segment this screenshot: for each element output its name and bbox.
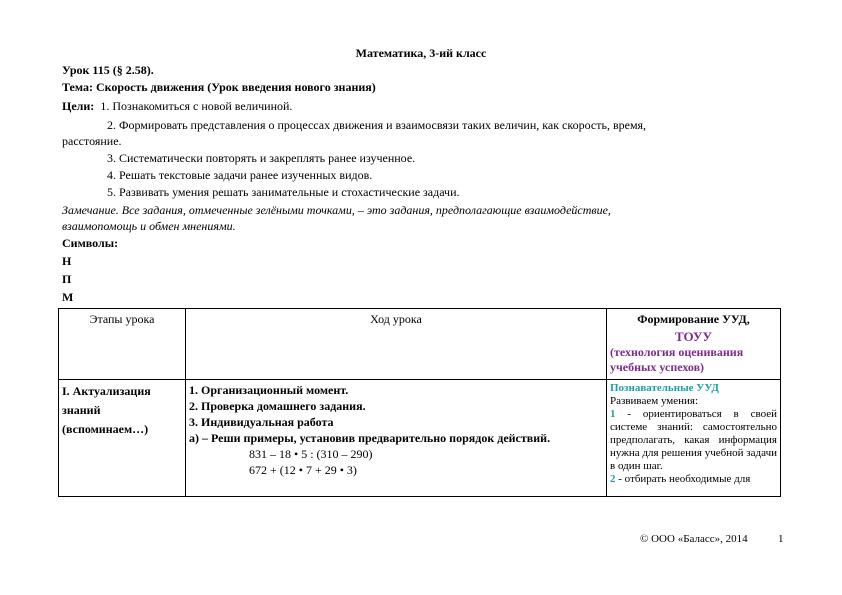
- process-item-2: 2. Проверка домашнего задания.: [189, 399, 366, 413]
- goal-5: 5. Развивать умения решать занимательные и стохастические задачи.: [107, 185, 460, 199]
- header-stages: Этапы урока: [59, 309, 186, 380]
- process-cell: [186, 380, 607, 497]
- table-row: [59, 380, 781, 497]
- table-header-row: [59, 309, 781, 380]
- lesson-number: Урок 115 (§ 2.58).: [62, 63, 154, 77]
- goals-label: Цели:: [62, 99, 95, 113]
- symbol-n: Н: [62, 254, 72, 268]
- header-uud-title: Формирование УУД,: [637, 312, 750, 326]
- uud-point-2-text: - отбирать необходимые для: [615, 473, 751, 485]
- lesson-table: [58, 308, 781, 497]
- uud-intro: Развиваем умения:: [610, 395, 699, 407]
- doc-title: Математика, 3-ий класс: [355, 46, 487, 60]
- uud-cell: [607, 380, 781, 497]
- goal-2-cont: расстояние.: [62, 134, 122, 148]
- topic-line: [62, 80, 376, 94]
- goal-4: 4. Решать текстовые задачи ранее изученных видов.: [107, 168, 373, 182]
- stage-cell: I. Актуализация знаний (вспоминаем…): [59, 380, 186, 497]
- process-expr-1: 831 – 18 • 5 : (310 – 290): [249, 447, 373, 461]
- uud-point-1: [610, 408, 777, 473]
- header-uud-touu: ТОУУ: [675, 329, 712, 344]
- symbol-p: П: [62, 272, 72, 286]
- symbol-m: М: [62, 290, 74, 304]
- footer-page-number: 1: [778, 533, 784, 545]
- process-item-3: 3. Индивидуальная работа: [189, 415, 334, 429]
- uud-heading: Познавательные УУД: [610, 382, 719, 394]
- topic-label: Тема:: [62, 80, 93, 94]
- topic-text: Скорость движения (Урок введения нового знания): [92, 80, 376, 94]
- uud-point-1-text: - ориентироваться в своей системе знаний: самостоятельно предполагать, какая информация нужна для решения учебной задачи в один шаг.: [610, 408, 777, 472]
- header-uud: [607, 309, 781, 380]
- note-line-1: Замечание. Все задания, отмеченные зелёными точками, – это задания, предполагающие взаимодействие,: [62, 203, 611, 217]
- goal-2: 2. Формировать представления о процессах движения и взаимосвязи таких величин, как скорость, время,: [107, 118, 647, 132]
- symbols-label: Символы:: [62, 236, 119, 250]
- process-expr-2: 672 + (12 • 7 + 29 • 3): [249, 463, 357, 477]
- header-process: Ход урока: [186, 309, 607, 380]
- header-uud-tech: (технология оценивания учебных успехов): [610, 345, 744, 374]
- uud-point-2: [610, 473, 777, 486]
- uud-point-2-num: 2: [610, 473, 616, 485]
- note-line-2: взаимопомощь и обмен мнениями.: [62, 219, 236, 233]
- goals-line-1: [62, 99, 292, 113]
- process-task: а) – Реши примеры, установив предварительно порядок действий.: [189, 431, 551, 445]
- uud-point-1-num: 1: [610, 408, 616, 420]
- goal-1: 1. Познакомиться с новой величиной.: [100, 99, 293, 113]
- footer-copyright: © ООО «Баласс», 2014: [640, 533, 748, 545]
- process-item-1: 1. Организационный момент.: [189, 383, 349, 397]
- goal-3: 3. Систематически повторять и закреплять ранее изученное.: [107, 151, 416, 165]
